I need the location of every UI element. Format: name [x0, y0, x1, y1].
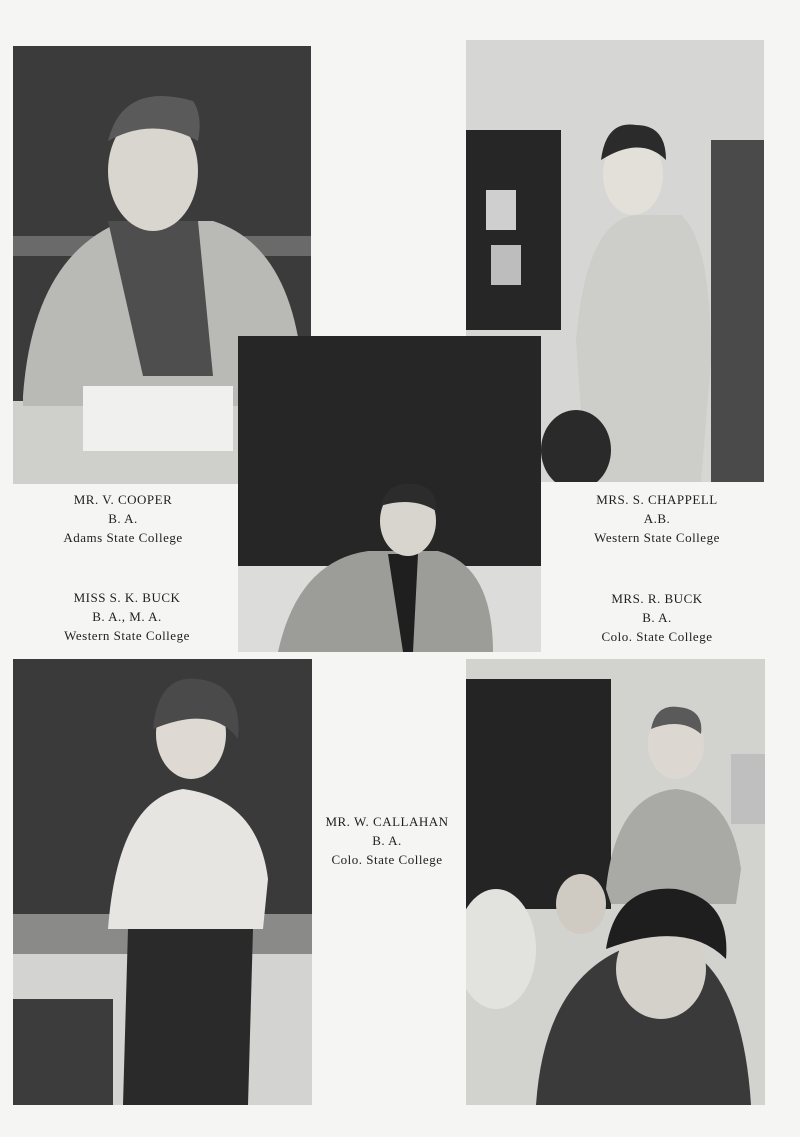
- teacher-degree: B. A.: [372, 833, 402, 848]
- caption-chappell: [547, 490, 767, 547]
- teacher-school: Western State College: [594, 530, 720, 545]
- teacher-name: MR. W. CALLAHAN: [325, 814, 449, 829]
- caption-buck-s: [13, 588, 241, 645]
- teacher-name: MISS S. K. BUCK: [73, 590, 181, 605]
- teacher-degree: B. A.: [108, 511, 138, 526]
- teacher-degree: B. A., M. A.: [92, 609, 162, 624]
- caption-buck-r: [547, 589, 767, 646]
- teacher-school: Colo. State College: [601, 629, 713, 644]
- teacher-school: Adams State College: [63, 530, 183, 545]
- teacher-name: MRS. R. BUCK: [611, 591, 703, 606]
- teacher-degree: A.B.: [643, 511, 671, 526]
- teacher-name: MR. V. COOPER: [73, 492, 173, 507]
- teacher-school: Western State College: [64, 628, 190, 643]
- photo-buck-r: [466, 659, 765, 1105]
- photo-buck-s: [13, 659, 312, 1105]
- caption-callahan: [316, 812, 458, 869]
- teacher-degree: B. A.: [642, 610, 672, 625]
- photo-callahan: [238, 336, 541, 652]
- teacher-name: MRS. S. CHAPPELL: [596, 492, 718, 507]
- teacher-school: Colo. State College: [331, 852, 443, 867]
- caption-cooper: [13, 490, 233, 547]
